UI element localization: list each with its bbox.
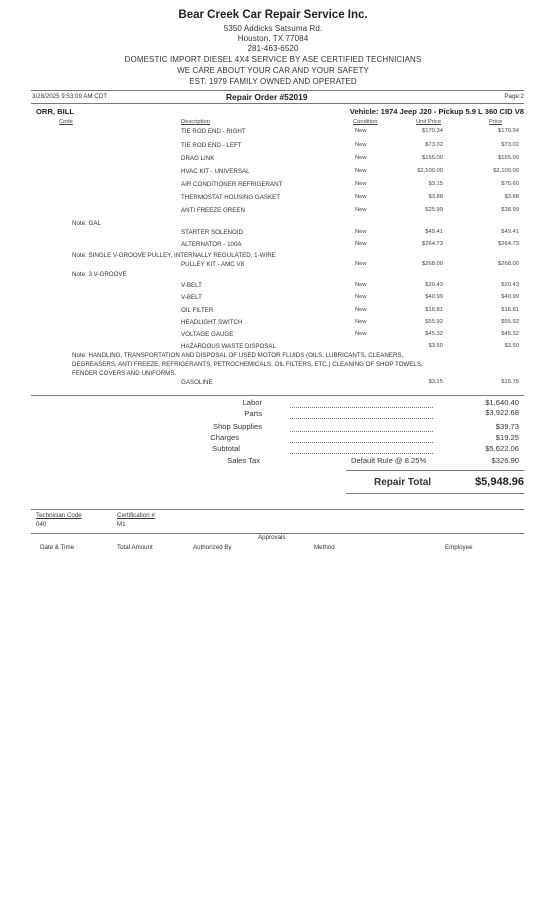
item-price: $2,100.00 [493, 168, 519, 174]
page-number: Page:2 [504, 93, 524, 100]
shop-supplies-amount: $39.73 [495, 422, 519, 431]
item-unit-price: $16.81 [425, 307, 443, 313]
header-rule-top [31, 90, 524, 91]
charges-label: Charges [210, 433, 239, 442]
item-condition: New [355, 194, 367, 200]
certification-number: M1 [117, 521, 126, 528]
charges-amount: $19.25 [495, 433, 519, 442]
item-price: $3.50 [504, 343, 519, 349]
item-unit-price: $25.99 [425, 207, 443, 213]
item-price: $49.41 [501, 229, 519, 235]
vehicle-info: Vehicle: 1974 Jeep J20 - Pickup 5.9 L 360 CID V8 [349, 107, 524, 116]
item-unit-price: $45.32 [425, 331, 443, 337]
sales-tax-amount: $326.90 [491, 456, 519, 465]
item-description: HVAC KIT - UNIVERSAL [181, 168, 250, 175]
item-price: $264.73 [498, 241, 519, 247]
item-unit-price: $49.41 [425, 229, 443, 235]
item-condition: New [355, 155, 367, 161]
parts-label: Parts [244, 409, 262, 418]
item-description: PULLEY KIT - AMC V8 [181, 261, 245, 268]
approvals-total-amount: Total Amount [117, 544, 153, 551]
item-price: $20.43 [501, 282, 519, 288]
order-datetime: 3/28/2025 9:53:09 AM CDT [32, 93, 107, 100]
item-description: THERMOSTAT HOUSING GASKET [181, 194, 281, 201]
item-unit-price: $55.92 [425, 319, 443, 325]
approvals-authorized-by: Authorized By [193, 544, 232, 551]
technician-code-label: Technician Code [36, 512, 82, 519]
item-unit-price: $268.00 [422, 261, 443, 267]
col-code: Code [59, 119, 73, 125]
subtotal-amount: $5,622.06 [485, 444, 519, 453]
approvals-employee: Employee [445, 544, 473, 551]
company-tagline-3: EST. 1979 FAMILY OWNED AND OPERATED [189, 77, 357, 86]
company-name: Bear Creek Car Repair Service Inc. [178, 9, 368, 21]
item-price: $15.75 [501, 379, 519, 385]
item-condition: New [355, 331, 367, 337]
item-condition: New [355, 307, 367, 313]
subtotal-label: Subtotal [212, 444, 240, 453]
item-description: V-BELT [181, 282, 202, 289]
col-condition: Condition [353, 119, 378, 125]
item-price: $45.32 [501, 331, 519, 337]
item-description: AIR CONDITIONER REFRIGERANT [181, 181, 283, 188]
item-unit-price: $3.15 [428, 379, 443, 385]
item-unit-price: $40.99 [425, 294, 443, 300]
company-tagline-1: DOMESTIC IMPORT DIESEL 4X4 SERVICE BY ASE CERTIFIED TECHNICIANS [124, 55, 422, 64]
item-condition: New [355, 282, 367, 288]
item-unit-price: $170.34 [422, 128, 443, 134]
total-rule [346, 470, 524, 471]
item-price: $165.00 [498, 155, 519, 161]
approvals-method: Method [314, 544, 335, 551]
item-price: $170.34 [498, 128, 519, 134]
item-description: V-BELT [181, 294, 202, 301]
item-price: $73.02 [501, 142, 519, 148]
company-city: Houston, TX 77084 [237, 34, 309, 43]
item-description: DRAG LINK [181, 155, 215, 162]
labor-label: Labor [242, 398, 262, 407]
labor-amount: $1,640.40 [485, 398, 519, 407]
item-condition: New [355, 168, 367, 174]
item-price: $40.99 [501, 294, 519, 300]
note-gal: Note: GAL [72, 220, 101, 227]
shop-supplies-label: Shop Supplies [213, 422, 262, 431]
note-pulley: Note: SINGLE V-GROOVE PULLEY, INTERNALLY REGULATED, 1-WIRE [72, 252, 276, 259]
col-unit-price: Unit Price [416, 119, 442, 125]
parts-leader [290, 418, 433, 419]
item-condition: New [355, 261, 367, 267]
shop-supplies-leader [290, 431, 433, 432]
item-description: GASOLINE [181, 379, 213, 386]
item-description: VOLTAGE GAUGE [181, 331, 234, 338]
repair-total-label: Repair Total [374, 477, 432, 488]
item-condition: New [355, 319, 367, 325]
sales-tax-rule: Default Rule @ 8.25% [351, 456, 427, 465]
item-description: HAZARDOUS WASTE DISPOSAL [181, 343, 277, 350]
item-condition: New [355, 181, 367, 187]
company-phone: 281-463-6520 [247, 44, 299, 53]
item-unit-price: $264.73 [422, 241, 443, 247]
item-unit-price: $3.15 [428, 181, 443, 187]
item-condition: New [355, 294, 367, 300]
order-title: Repair Order #52019 [226, 92, 308, 102]
item-condition: New [355, 229, 367, 235]
item-unit-price: $3.50 [428, 343, 443, 349]
item-description: OIL FILTER [181, 307, 214, 314]
item-description: HEADLIGHT SWITCH [181, 319, 243, 326]
charges-leader [290, 442, 433, 443]
customer-name: ORR, BILL [36, 107, 74, 116]
item-description: TIE ROD END - LEFT [181, 142, 242, 149]
approvals-date-time: Date & Time [40, 544, 75, 551]
col-price: Price [489, 119, 503, 125]
repair-total-amount: $5,948.96 [475, 476, 524, 488]
item-condition: New [355, 207, 367, 213]
item-unit-price: $3.88 [428, 194, 443, 200]
item-description: TIE ROD END - RIGHT [181, 128, 246, 135]
item-unit-price: $2,100.00 [417, 168, 443, 174]
summary-rule [31, 395, 524, 396]
technician-code: 040 [36, 521, 47, 528]
col-description: Description [181, 119, 210, 125]
item-price: $75.60 [501, 181, 519, 187]
approvals-title: Approvals [258, 534, 286, 541]
item-description: ANTI FREEZE GREEN [181, 207, 245, 214]
subtotal-leader [290, 453, 433, 454]
note-disposal-line-2: DEGREASERS, ANTI FREEZE, REFRIGERANTS, PETROCHEMICALS, OIL FILTERS, ETC.) CLEANING OF SHOP TOWELS, [72, 361, 423, 368]
note-disposal-line-1: Note: HANDLING, TRANSPORTATION AND DISPOSAL OF USED MOTOR FLUIDS (OILS, LUBRICANTS, CLEANERS, [72, 352, 404, 359]
total-rule-bottom [346, 493, 524, 494]
item-condition: New [355, 142, 367, 148]
technician-rule [31, 509, 524, 510]
item-price: $16.81 [501, 307, 519, 313]
item-unit-price: $165.00 [422, 155, 443, 161]
item-price: $268.00 [498, 261, 519, 267]
item-condition: New [355, 241, 367, 247]
item-description: STARTER SOLENOID [181, 229, 244, 236]
certification-label: Certification # [117, 512, 155, 519]
company-address: 5350 Addicks Satsuma Rd. [223, 24, 323, 33]
item-price: $38.99 [501, 207, 519, 213]
item-unit-price: $20.43 [425, 282, 443, 288]
header-rule-bottom [31, 103, 524, 104]
note-vgroove: Note: 3 V-GROOVE [72, 271, 127, 278]
parts-amount: $3,922.68 [485, 408, 519, 417]
sales-tax-label: Sales Tax [227, 456, 260, 465]
labor-leader [290, 407, 433, 408]
item-description: ALTERNATOR - 100A [181, 241, 242, 248]
item-unit-price: $73.02 [425, 142, 443, 148]
item-condition: New [355, 128, 367, 134]
company-tagline-2: WE CARE ABOUT YOUR CAR AND YOUR SAFETY [177, 66, 369, 75]
item-price: $3.88 [504, 194, 519, 200]
note-disposal-line-3: FENDER COVERS AND UNIFORMS. [72, 370, 177, 377]
item-price: $55.92 [501, 319, 519, 325]
